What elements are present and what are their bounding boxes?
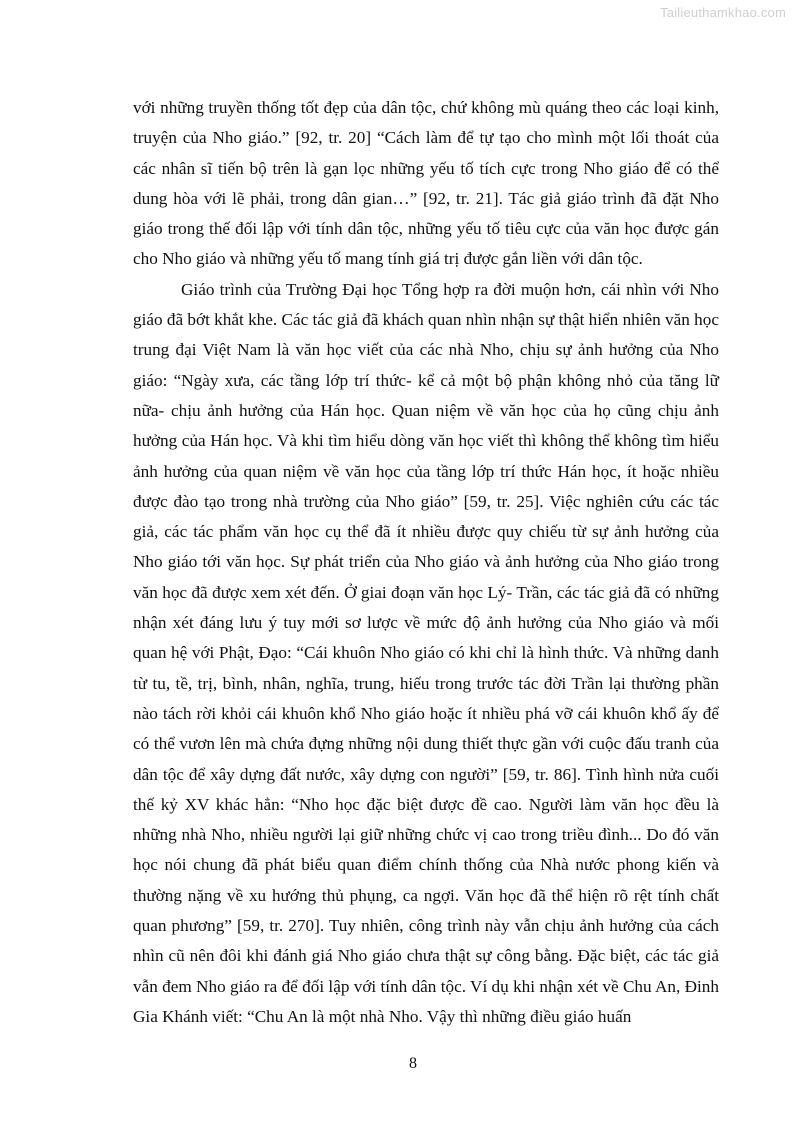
body-text (133, 93, 719, 1032)
watermark: Tailieuthamkhao.com (660, 5, 786, 20)
paragraph: Giáo trình của Trường Đại học Tổng hợp ra đời muộn hơn, cái nhìn với Nho giáo đã bớt khắt khe. Các tác giả đã khách quan nhìn nhận sự thật hiển nhiên văn học trung đại Việt Nam là văn học viết của các nhà Nho, chịu sự ảnh hưởng của Nho giáo: “Ngày xưa, các tầng lớp trí thức- kể cả một bộ phận không nhỏ của tăng lữ nữa- chịu ảnh hưởng của Hán học. Quan niệm về văn học của họ cũng chịu ảnh hưởng của Hán học. Và khi tìm hiểu dòng văn học viết thì không thể không tìm hiểu ảnh hưởng của quan niệm về văn học của tầng lớp trí thức Hán học, ít hoặc nhiều được đào tạo trong nhà trường của Nho giáo” [59, tr. 25]. Việc nghiên cứu các tác giả, các tác phẩm văn học cụ thể đã ít nhiều được quy chiếu từ sự ảnh hưởng của Nho giáo tới văn học. Sự phát triển của Nho giáo và ảnh hưởng của Nho giáo trong văn học đã được xem xét đến. Ở giai đoạn văn học Lý- Trần, các tác giả đã có những nhận xét đáng lưu ý tuy mới sơ lược về mức độ ảnh hưởng của Nho giáo và mối quan hệ với Phật, Đạo: “Cái khuôn Nho giáo có khi chỉ là hình thức. Và những danh từ tu, tề, trị, bình, nhân, nghĩa, trung, hiếu trong trước tác đời Trần lại thường phần nào tách rời khỏi cái khuôn khổ Nho giáo hoặc ít nhiều phá vỡ cái khuôn khổ ấy để có thể vươn lên mà chứa đựng những nội dung thiết thực gần với cuộc đấu tranh của dân tộc để xây dựng đất nước, xây dựng con người” [59, tr. 86]. Tình hình nửa cuối thế kỷ XV khác hẳn: “Nho học đặc biệt được đề cao. Người làm văn học đều là những nhà Nho, nhiều người lại giữ những chức vị cao trong triều đình... Do đó văn học nói chung đã phát biểu quan điểm chính thống của Nhà nước phong kiến và thường nặng về xu hướng thủ phụng, ca ngợi. Văn học đã thể hiện rõ rệt tính chất quan phương” [59, tr. 270]. Tuy nhiên, công trình này vẫn chịu ảnh hưởng của cách nhìn cũ nên đôi khi đánh giá Nho giáo chưa thật sự công bằng. Đặc biệt, các tác giả vẫn đem Nho giáo ra để đối lập với tính dân tộc. Ví dụ khi nhận xét về Chu An, Đinh Gia Khánh viết: “Chu An là một nhà Nho. Vậy thì những điều giáo huấn (133, 279, 719, 1026)
paragraph-continuation: với những truyền thống tốt đẹp của dân tộc, chứ không mù quáng theo các loại kinh, truyện của Nho giáo.” [92, tr. 20] “Cách làm để tự tạo cho mình một lối thoát của các nhân sĩ tiến bộ trên là gạn lọc những yếu tố tích cực trong Nho giáo để có thể dung hòa với lẽ phải, trong dân gian…” [92, tr. 21]. Tác giả giáo trình đã đặt Nho giáo trong thế đối lập với tính dân tộc, những yếu tố tiêu cực của văn học được gán cho Nho giáo và những yếu tố mang tính giá trị được gắn liền với dân tộc. (133, 98, 719, 269)
page-number: 8 (409, 1055, 417, 1072)
